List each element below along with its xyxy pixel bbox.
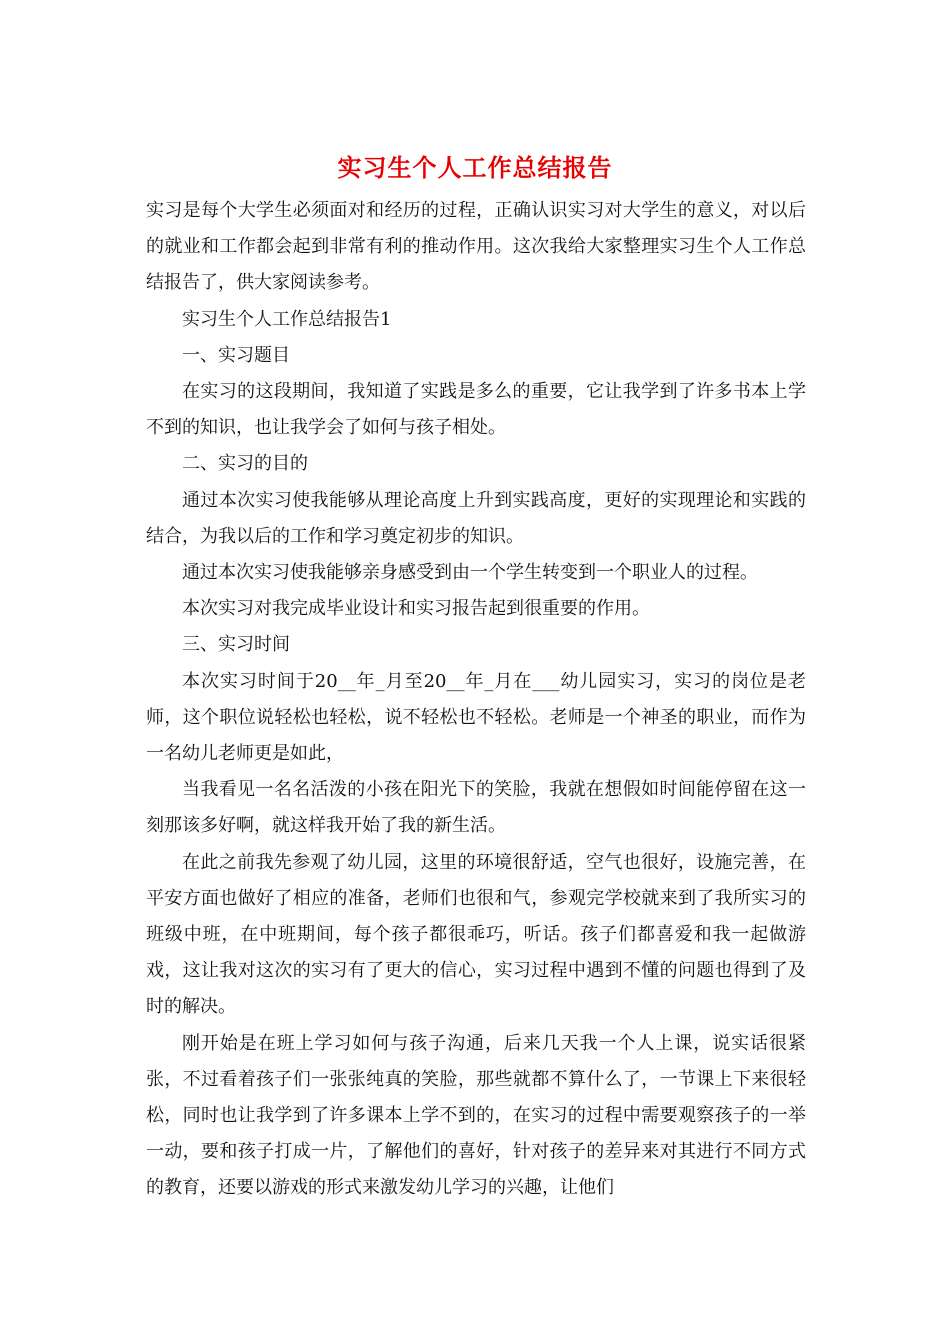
paragraph: 本次实习对我完成毕业设计和实习报告起到很重要的作用。	[182, 598, 650, 620]
paragraph: 一、实习题目	[182, 344, 290, 366]
paragraph: 本次实习时间于20__年_月至20__年_月在___幼儿园实习，实习的岗位是老师，这个职位说轻松也轻松，说不轻松也不轻松。老师是一个神圣的职业，而作为一名幼儿老师更是如此，	[146, 670, 806, 765]
paragraph: 在此之前我先参观了幼儿园，这里的环境很舒适，空气也很好，设施完善，在平安方面也做好了相应的准备，老师们也很和气，参观完学校就来到了我所实习的班级中班，在中班期间，每个孩子都很乖巧，听话。孩子们都喜爱和我一起做游戏，这让我对这次的实习有了更大的信心，实习过程中遇到不懂的问题也得到了及时的解决。	[146, 851, 806, 1018]
paragraph: 三、实习时间	[182, 634, 290, 656]
paragraph: 当我看见一名名活泼的小孩在阳光下的笑脸，我就在想假如时间能停留在这一刻那该多好啊，就这样我开始了我的新生活。	[146, 779, 806, 837]
paragraph: 在实习的这段期间，我知道了实践是多么的重要，它让我学到了许多书本上学不到的知识，也让我学会了如何与孩子相处。	[146, 381, 806, 439]
paragraph: 实习生个人工作总结报告1	[182, 308, 392, 330]
paragraph: 二、实习的目的	[182, 453, 308, 475]
paragraph: 通过本次实习使我能够从理论高度上升到实践高度，更好的实现理论和实践的结合，为我以后的工作和学习奠定初步的知识。	[146, 489, 806, 547]
paragraph: 刚开始是在班上学习如何与孩子沟通，后来几天我一个人上课，说实话很紧张，不过看着孩子们一张张纯真的笑脸，那些就都不算什么了，一节课上下来很轻松，同时也让我学到了许多课本上学不到的，在实习的过程中需要观察孩子的一举一动，要和孩子打成一片，了解他们的喜好，针对孩子的差异来对其进行不同方式的教育，还要以游戏的形式来激发幼儿学习的兴趣，让他们	[146, 1032, 806, 1199]
paragraph: 实习是每个大学生必须面对和经历的过程，正确认识实习对大学生的意义，对以后的就业和工作都会起到非常有利的推动作用。这次我给大家整理实习生个人工作总结报告了，供大家阅读参考。	[146, 200, 806, 294]
document-body	[146, 193, 806, 1207]
paragraph: 通过本次实习使我能够亲身感受到由一个学生转变到一个职业人的过程。	[182, 562, 758, 584]
document-title: 实习生个人工作总结报告	[337, 153, 613, 182]
